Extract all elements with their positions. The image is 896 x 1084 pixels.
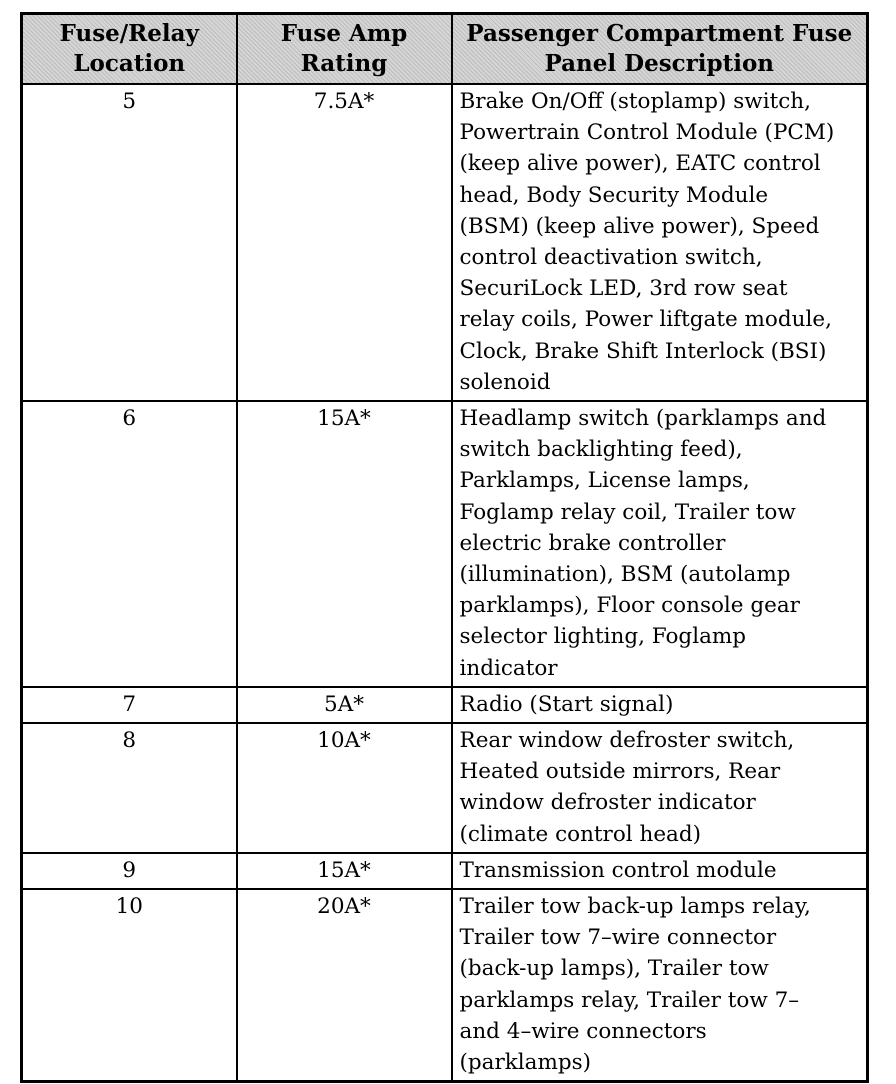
table-row: [22, 687, 868, 723]
description-line: electric brake controller: [459, 530, 726, 556]
description-line: (climate control head): [459, 821, 702, 847]
header-fuse-amp-rating: [237, 14, 452, 85]
table-row: [22, 84, 868, 401]
fuse-description-cell: [452, 84, 868, 401]
table-row: [22, 889, 868, 1082]
table-body: [22, 84, 868, 1082]
fuse-location-cell: 9: [22, 853, 237, 889]
fuse-location-cell: 6: [22, 401, 237, 687]
description-line: Heated outside mirrors, Rear: [459, 759, 781, 785]
description-line: indicator: [459, 655, 558, 681]
fuse-description-cell: [452, 723, 868, 853]
fuse-location-cell: 5: [22, 84, 237, 401]
table-row: [22, 853, 868, 889]
fuse-rating-cell: 10A*: [237, 723, 452, 853]
fuse-description-cell: [452, 401, 868, 687]
description-line: parklamps), Floor console gear: [459, 593, 800, 619]
description-line: Radio (Start signal): [459, 691, 674, 717]
fuse-rating-cell: 15A*: [237, 853, 452, 889]
description-line: Brake On/Off (stoplamp) switch,: [459, 89, 811, 114]
fuse-location-cell: 8: [22, 723, 237, 853]
description-line: (BSM) (keep alive power), Speed: [459, 213, 820, 239]
header-line: Location: [73, 50, 186, 77]
fuse-location-cell: 10: [22, 889, 237, 1082]
fuse-rating-cell: 20A*: [237, 889, 452, 1082]
description-line: window defroster indicator: [459, 790, 756, 816]
header-panel-description: [452, 14, 868, 85]
description-line: parklamps relay, Trailer tow 7–: [459, 987, 800, 1013]
description-line: SecuriLock LED, 3rd row seat: [459, 276, 788, 302]
fuse-panel-table: [20, 12, 869, 1083]
description-line: selector lighting, Foglamp: [459, 624, 747, 650]
table-header: [22, 14, 868, 85]
fuse-description-cell: [452, 853, 868, 889]
fuse-rating-cell: 7.5A*: [237, 84, 452, 401]
description-line: (keep alive power), EATC control: [459, 151, 821, 177]
description-line: Powertrain Control Module (PCM): [459, 120, 835, 146]
description-line: (illumination), BSM (autolamp: [459, 562, 791, 588]
fuse-description-cell: [452, 889, 868, 1082]
fuse-rating-cell: 15A*: [237, 401, 452, 687]
description-line: Headlamp switch (parklamps and: [459, 406, 827, 432]
table-row: [22, 401, 868, 687]
fuse-rating-cell: 5A*: [237, 687, 452, 723]
description-line: Trailer tow back-up lamps relay,: [459, 894, 811, 920]
description-line: Rear window defroster switch,: [459, 728, 795, 754]
description-line: (parklamps): [459, 1050, 592, 1076]
header-line: Rating: [300, 50, 388, 77]
description-line: Transmission control module: [459, 857, 777, 883]
header-line: Fuse/Relay: [59, 20, 199, 47]
description-line: solenoid: [459, 369, 551, 395]
description-line: Clock, Brake Shift Interlock (BSI): [459, 338, 827, 364]
description-line: head, Body Security Module: [459, 182, 769, 208]
header-line: Passenger Compartment Fuse: [466, 20, 853, 47]
description-line: Trailer tow 7–wire connector: [459, 925, 777, 951]
header-line: Fuse Amp: [280, 20, 408, 47]
header-line: Panel Description: [544, 50, 775, 77]
table-row: [22, 723, 868, 853]
description-line: control deactivation switch,: [459, 245, 763, 271]
fuse-location-cell: 7: [22, 687, 237, 723]
description-line: and 4–wire connectors: [459, 1018, 707, 1044]
description-line: switch backlighting feed),: [459, 437, 743, 463]
header-fuse-relay-location: [22, 14, 237, 85]
header-row: [22, 14, 868, 85]
description-line: relay coils, Power liftgate module,: [459, 307, 832, 333]
fuse-description-cell: [452, 687, 868, 723]
description-line: Parklamps, License lamps,: [459, 468, 750, 494]
description-line: Foglamp relay coil, Trailer tow: [459, 499, 796, 525]
description-line: (back-up lamps), Trailer tow: [459, 956, 769, 982]
